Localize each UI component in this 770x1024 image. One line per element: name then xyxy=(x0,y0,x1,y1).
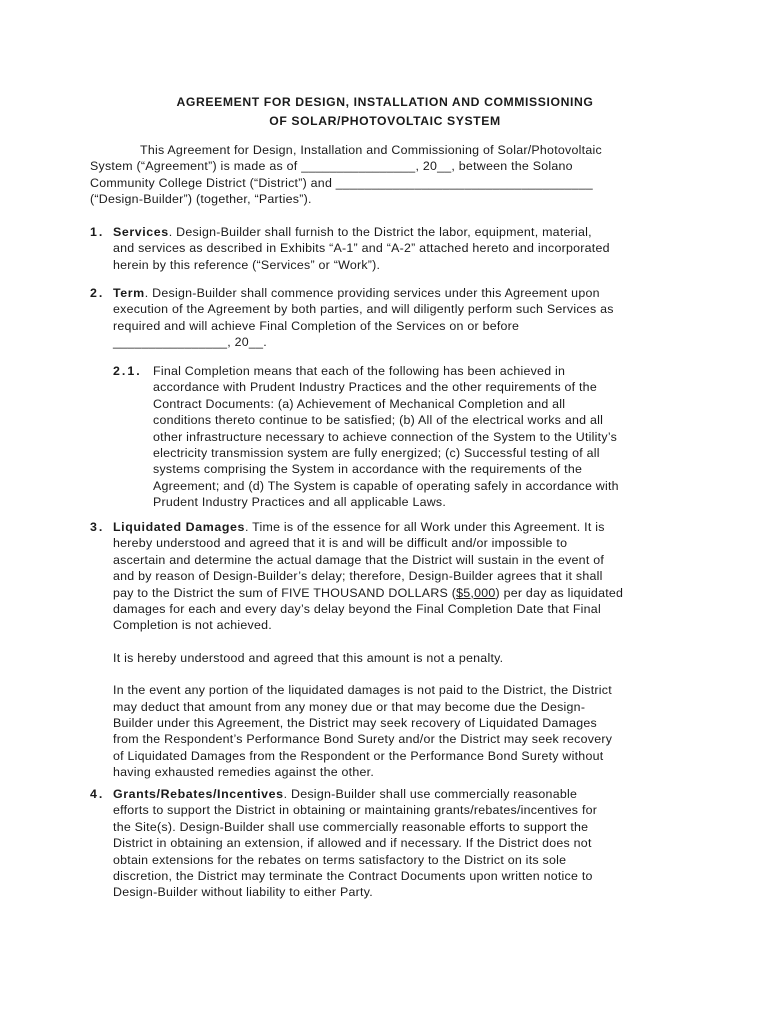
section-text: accordance with Prudent Industry Practices and the other requirements of the xyxy=(153,380,597,395)
section-4-grants-rebates-incentives xyxy=(90,786,690,901)
section-text: of Liquidated Damages from the Respondent or the Performance Bond Surety without xyxy=(113,748,604,763)
section-text: and by reason of Design-Builder’s delay; therefore, Design-Builder agrees that it shall xyxy=(113,569,603,584)
intro-line: This Agreement for Design, Installation and Commissioning of Solar/Photovoltaic xyxy=(140,143,602,157)
section-text: Agreement; and (d) The System is capable of operating safely in accordance with xyxy=(153,478,619,493)
section-number: 4. xyxy=(90,787,105,801)
section-text: required and will achieve Final Completion of the Services on or before xyxy=(113,318,520,333)
section-text: . Design-Builder shall use commercially reasonable xyxy=(283,787,578,801)
section-text: electricity transmission system are fully energized; (c) Successful testing of all xyxy=(153,446,600,461)
section-text: Builder under this Agreement, the District may seek recovery of Liquidated Damages xyxy=(113,716,597,731)
section-2-term xyxy=(90,285,690,351)
section-text: Completion is not achieved. xyxy=(113,618,272,633)
section-text: execution of the Agreement by both parties, and will diligently perform such Services as xyxy=(113,302,614,317)
intro-line: System (“Agreement”) is made as of ________________, 20__, between the Solano xyxy=(90,159,573,174)
section-text: having exhausted remedies against the other. xyxy=(113,765,375,780)
section-text: ascertain and determine the actual damage that the District will sustain in the event of xyxy=(113,552,605,567)
section-number: 1. xyxy=(90,225,105,239)
section-3-liquidated-damages xyxy=(90,519,690,781)
section-text: systems comprising the System in accordance with the requirements of the xyxy=(153,462,583,477)
section-text: other infrastructure necessary to achieve connection of the System to the Utility’s xyxy=(153,429,618,444)
section-heading: Liquidated Damages xyxy=(113,520,245,534)
section-text: and services as described in Exhibits “A-1” and “A-2” attached hereto and incorporated xyxy=(113,241,610,256)
section-text: In the event any portion of the liquidated damages is not paid to the District, the District xyxy=(113,683,612,698)
section-number: 2. xyxy=(90,286,105,300)
penalty-statement: It is hereby understood and agreed that this amount is not a penalty. xyxy=(113,650,504,665)
section-2-1-final-completion xyxy=(113,363,673,511)
section-text: may deduct that amount from any money due or that may become due the Design- xyxy=(113,699,586,714)
section-number: 3. xyxy=(90,520,105,534)
document-title-line-1: AGREEMENT FOR DESIGN, INSTALLATION AND COMMISSIONING xyxy=(176,95,594,109)
section-text: hereby understood and agreed that it is and will be difficult and/or impossible to xyxy=(113,536,568,551)
section-text: Final Completion means that each of the following has been achieved in xyxy=(153,364,566,378)
section-text: Prudent Industry Practices and all applicable Laws. xyxy=(153,495,447,510)
section-heading: Grants/Rebates/Incentives xyxy=(113,787,284,801)
section-text: obtain extensions for the rebates on terms satisfactory to the District on its sole xyxy=(113,852,567,867)
section-number: 2.1. xyxy=(113,364,142,378)
section-text: the Site(s). Design-Builder shall use commercially reasonable efforts to support the xyxy=(113,819,589,834)
liquidated-damages-amount: $5,000 xyxy=(456,585,496,600)
section-text: efforts to support the District in obtaining or maintaining grants/rebates/incentives for xyxy=(113,803,598,818)
section-text: Contract Documents: (a) Achievement of Mechanical Completion and all xyxy=(153,396,566,411)
section-text: Design-Builder without liability to either Party. xyxy=(113,885,373,900)
section-text: damages for each and every day’s delay beyond the Final Completion Date that Final xyxy=(113,602,601,617)
section-heading: Services xyxy=(113,225,169,239)
section-text: . Design-Builder shall commence providing services under this Agreement upon xyxy=(144,286,600,300)
section-text: from the Respondent’s Performance Bond Surety and/or the District may seek recovery xyxy=(113,732,613,747)
section-text: District in obtaining an extension, if allowed and if necessary. If the District does not xyxy=(113,836,592,851)
section-text: herein by this reference (“Services” or “Work”). xyxy=(113,257,381,272)
document-title-line-2: OF SOLAR/PHOTOVOLTAIC SYSTEM xyxy=(269,114,501,128)
intro-paragraph xyxy=(90,142,690,208)
section-text: pay to the District the sum of FIVE THOUSAND DOLLARS ( xyxy=(113,585,457,600)
section-text: conditions thereto continue to be satisfied; (b) All of the electrical works and all xyxy=(153,413,604,428)
section-1-services xyxy=(90,224,690,273)
section-text: discretion, the District may terminate the Contract Documents upon written notice to xyxy=(113,869,593,884)
intro-line: Community College District (“District”) and ____________________________________ xyxy=(90,175,593,190)
section-text: ________________, 20__. xyxy=(113,335,267,350)
section-heading: Term xyxy=(113,286,145,300)
intro-line: (“Design-Builder”) (together, “Parties”). xyxy=(90,192,312,207)
section-text: . Time is of the essence for all Work under this Agreement. It is xyxy=(244,520,605,534)
section-text: . Design-Builder shall furnish to the District the labor, equipment, material, xyxy=(168,225,592,239)
section-text: ) per day as liquidated xyxy=(495,585,624,600)
